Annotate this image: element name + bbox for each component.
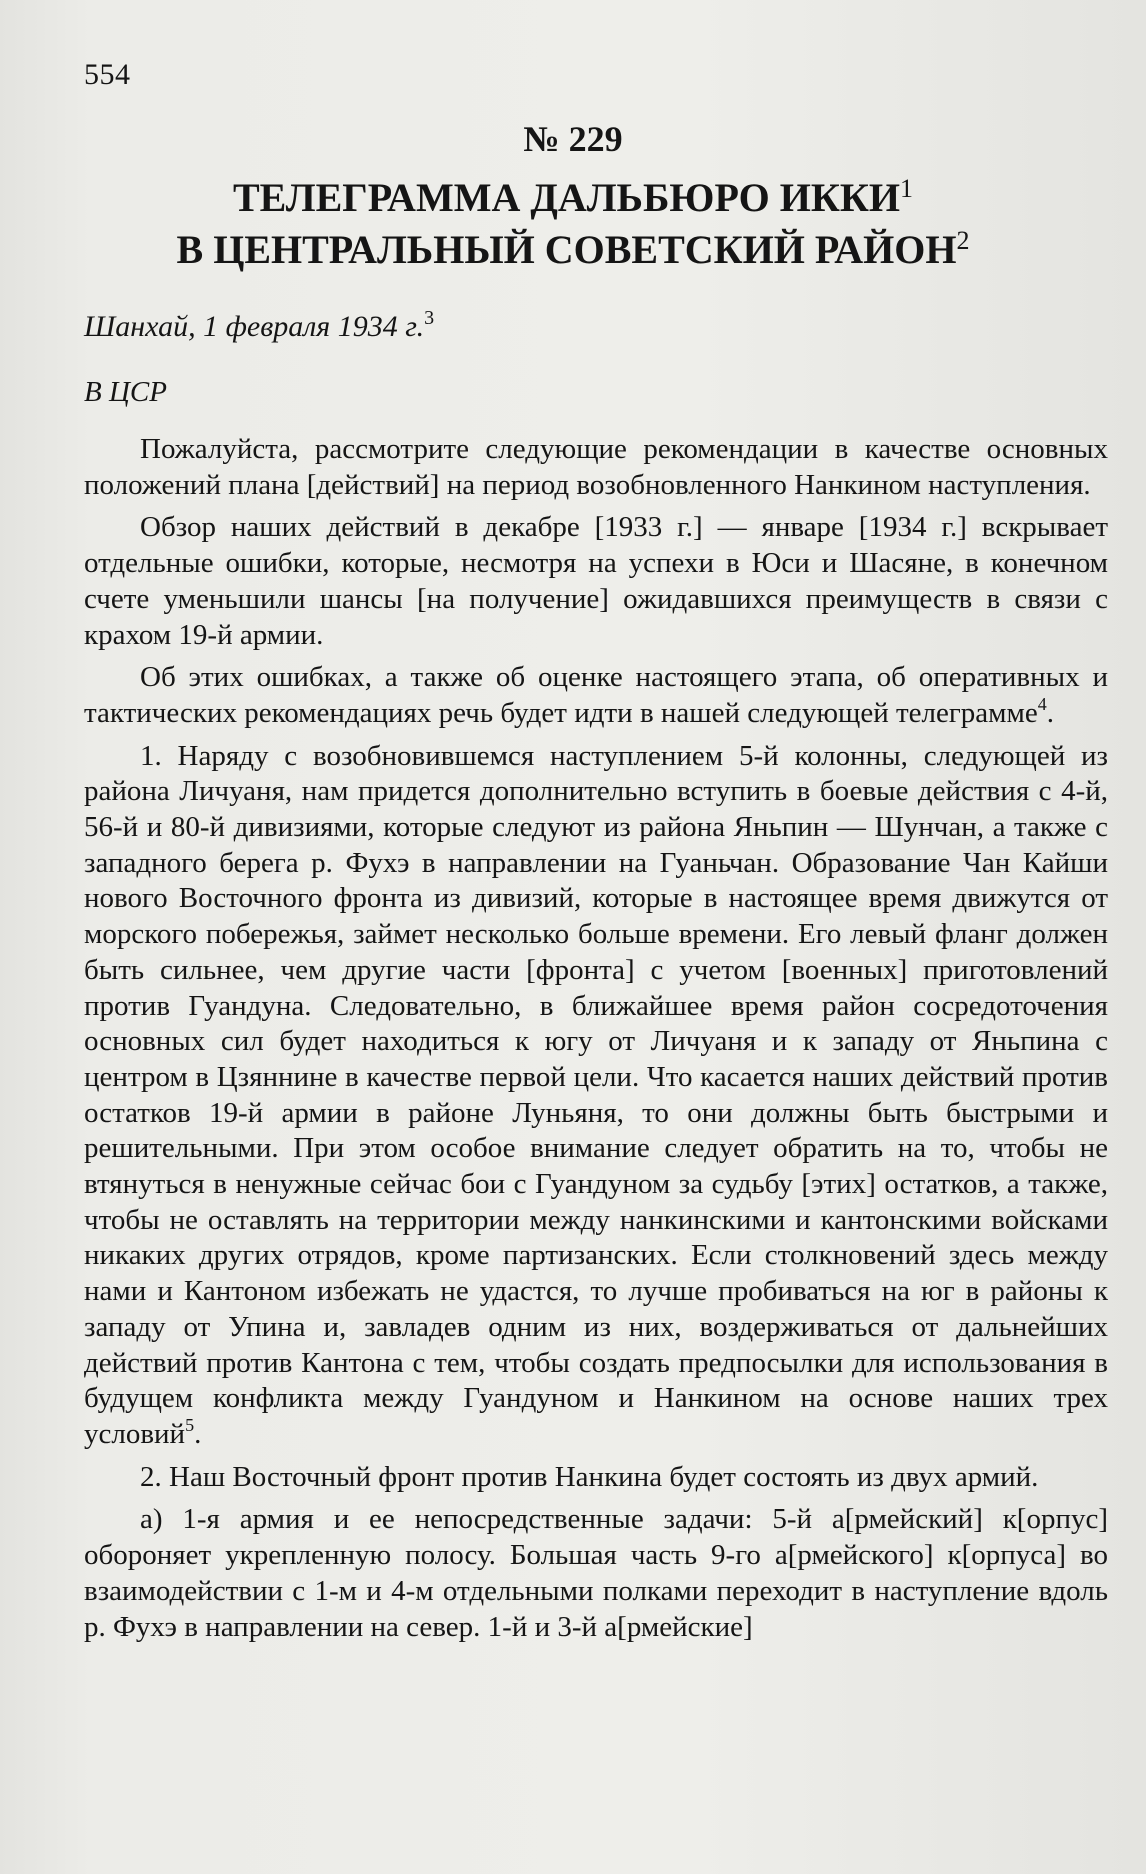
title-line-1 xyxy=(0,172,1146,224)
page-number: 554 xyxy=(84,58,131,91)
document-title xyxy=(0,172,1146,276)
paragraph-errors xyxy=(84,660,1108,731)
paragraph-point-2: 2. Наш Восточный фронт против Нанкина будет состоять из двух армий. xyxy=(140,1460,1039,1493)
addressee: В ЦСР xyxy=(84,376,167,408)
paragraph-review: Обзор наших действий в декабре [1933 г.] — январе [1934 г.] вскрывает отдельные ошибки, которые, несмотря на успехи в Юси и Шасяне, в конечном счете уменьшили шансы [на получение] ожидавшихся преимуществ в связи с крахом 19-й армии. xyxy=(84,511,1108,651)
footnote-ref-5: 5 xyxy=(185,1414,195,1435)
paragraph-point-1-end: . xyxy=(194,1417,202,1450)
footnote-ref-2: 2 xyxy=(956,226,970,255)
footnote-ref-1: 1 xyxy=(900,174,914,203)
footnote-ref-4: 4 xyxy=(1037,693,1047,714)
dateline xyxy=(84,307,435,344)
footnote-ref-3: 3 xyxy=(424,307,435,329)
paragraph-point-2a: а) 1-я армия и ее непосредственные задачи: 5-й а[рмейский] к[орпус] обороняет укрепленную полосу. Большая часть 9-го а[рмейского] к[орпуса] во взаимодействии с 1-м и 4-м отдельными полками переходит в наступление вдоль р. Фухэ в направлении на север. 1-й и 3-й а[рмейские] xyxy=(84,1503,1108,1643)
document-number: № 229 xyxy=(523,119,623,159)
dateline-text: Шанхай, 1 февраля 1934 г. xyxy=(84,310,425,343)
title-line-2 xyxy=(0,224,1146,276)
title-line-2-text: В ЦЕНТРАЛЬНЫЙ СОВЕТСКИЙ РАЙОН xyxy=(176,227,957,272)
title-line-1-text: ТЕЛЕГРАММА ДАЛЬБЮРО ИККИ xyxy=(232,175,901,220)
paragraph-point-1-text: 1. Наряду с возобновившемся наступлением 5-й колонны, следующей из района Личуаня, нам придется дополнительно вступить в боевые действия с 4-й, 56-й и 80-й дивизиями, которые следуют из района Яньпин — Шунчан, а также с западного берега р. Фухэ в направлении на Гуаньчан. Образование Чан Кайши нового Восточного фронта из дивизий, которые в настоящее время движутся от морского побережья, займет несколько больше времени. Его левый фланг должен быть сильнее, чем другие части [фронта] с учетом [военных] приготовлений против Гуандуна. Следовательно, в ближайшее время район сосредоточения основных сил будет находиться к югу от Личуаня и к западу от Яньпина с центром в Цзяннине в качестве первой цели. Что касается наших действий против остатков 19-й армии в районе Луньяня, то они должны быть быстрыми и решительными. При этом особое внимание следует обратить на то, чтобы не втянуться в ненужные сейчас бои с Гуандуном за судьбу [этих] остатков, а также, чтобы не оставлять на территории между нанкинскими и кантонскими войсками никаких других отрядов, кроме партизанских. Если столкновений здесь между нами и Кантоном избежать не удастся, то лучше пробиваться на юг в районы к западу от Упина и, завладев одним из них, воздерживаться от дальнейших действий против Кантона с тем, чтобы создать предпосылки для использования в будущем конфликта между Гуандуном и Нанкином на основе наших трех условий xyxy=(84,739,1108,1450)
paragraph-point-1 xyxy=(84,739,1108,1453)
paragraph-errors-end: . xyxy=(1046,696,1054,729)
paragraph-intro: Пожалуйста, рассмотрите следующие рекомендации в качестве основных положений плана [действий] на период возобновленного Нанкином наступления. xyxy=(84,433,1108,501)
document-body xyxy=(84,432,1108,1652)
paragraph-errors-text: Об этих ошибках, а также об оценке настоящего этапа, об оперативных и тактических рекомендациях речь будет идти в нашей следующей телеграмме xyxy=(84,661,1108,729)
